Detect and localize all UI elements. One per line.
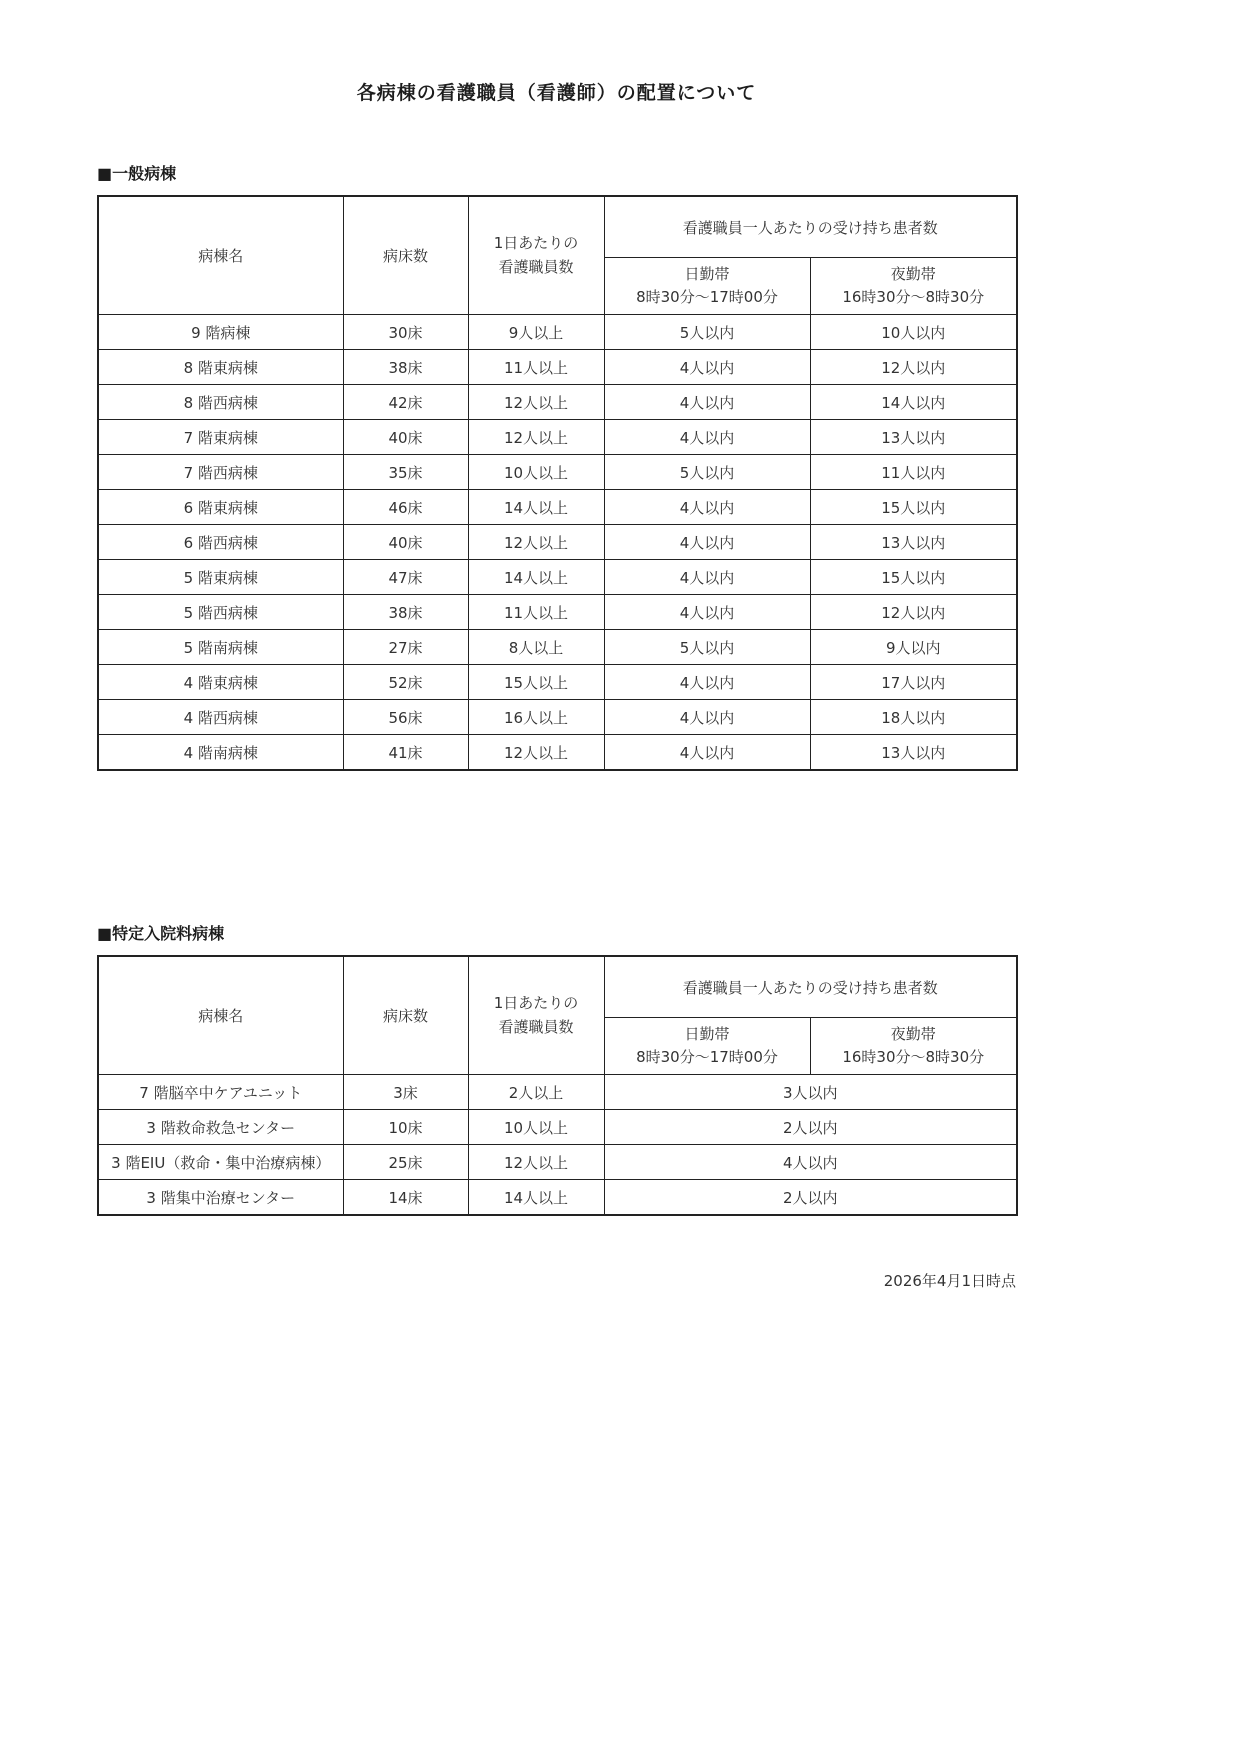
day-shift-cell: 4人以内 xyxy=(604,735,810,771)
bed-count-cell: 56床 xyxy=(343,700,468,735)
bed-count-cell: 42床 xyxy=(343,385,468,420)
general-table-body xyxy=(98,315,1017,771)
header-line: 看護職員数 xyxy=(498,257,574,276)
col-header-patients-per-nurse: 看護職員一人あたりの受け持ち患者数 xyxy=(604,196,1017,258)
table-row xyxy=(98,665,1017,700)
table-row xyxy=(98,630,1017,665)
staff-count-cell: 16人以上 xyxy=(468,700,604,735)
header-line: 看護職員数 xyxy=(498,1017,574,1036)
ward-name-cell: 5 階南病棟 xyxy=(98,630,343,665)
section-heading-general: ■一般病棟 xyxy=(97,164,177,183)
document-content xyxy=(97,0,1016,1291)
bed-count-cell: 27床 xyxy=(343,630,468,665)
header-line: 16時30分～8時30分 xyxy=(842,288,985,306)
general-table-header xyxy=(98,196,1017,315)
ward-name-cell: 7 階西病棟 xyxy=(98,455,343,490)
header-line: 1日あたりの xyxy=(493,994,579,1013)
table-row xyxy=(98,735,1017,771)
table-row xyxy=(98,525,1017,560)
night-shift-cell: 12人以内 xyxy=(810,350,1017,385)
specific-table-body xyxy=(98,1075,1017,1216)
staff-count-cell: 11人以上 xyxy=(468,595,604,630)
bed-count-cell: 46床 xyxy=(343,490,468,525)
col-header-bed-count: 病床数 xyxy=(343,196,468,315)
general-ward-table xyxy=(97,195,1018,771)
col-header-day-shift xyxy=(604,258,810,315)
night-shift-cell: 14人以内 xyxy=(810,385,1017,420)
day-shift-cell: 4人以内 xyxy=(604,560,810,595)
staff-count-cell: 12人以上 xyxy=(468,420,604,455)
patients-cell-merged: 3人以内 xyxy=(604,1075,1017,1110)
ward-name-cell: 6 階東病棟 xyxy=(98,490,343,525)
staff-count-cell: 12人以上 xyxy=(468,385,604,420)
header-row-top xyxy=(98,956,1017,1018)
ward-name-cell: 3 階救命救急センター xyxy=(98,1110,343,1145)
staff-count-cell: 2人以上 xyxy=(468,1075,604,1110)
ward-name-cell: 9 階病棟 xyxy=(98,315,343,350)
staff-count-cell: 14人以上 xyxy=(468,490,604,525)
document-title: 各病棟の看護職員（看護師）の配置について xyxy=(356,82,757,104)
bed-count-cell: 25床 xyxy=(343,1145,468,1180)
specific-ward-table xyxy=(97,955,1018,1216)
table-row xyxy=(98,1110,1017,1145)
header-line: 8時30分～17時00分 xyxy=(636,288,778,306)
header-line: 夜勤帯 xyxy=(890,264,936,283)
night-shift-cell: 9人以内 xyxy=(810,630,1017,665)
section-heading-specific: ■特定入院料病棟 xyxy=(97,924,225,943)
night-shift-cell: 15人以内 xyxy=(810,490,1017,525)
col-header-night-shift xyxy=(810,1018,1017,1075)
staff-count-cell: 15人以上 xyxy=(468,665,604,700)
col-header-ward-name: 病棟名 xyxy=(98,956,343,1075)
bed-count-cell: 40床 xyxy=(343,420,468,455)
table-row xyxy=(98,1075,1017,1110)
header-line: 16時30分～8時30分 xyxy=(842,1048,985,1066)
header-line: 日勤帯 xyxy=(684,264,730,283)
as-of-date: 2026年4月1日時点 xyxy=(883,1272,1016,1290)
table-row xyxy=(98,1180,1017,1216)
bed-count-cell: 30床 xyxy=(343,315,468,350)
ward-name-cell: 5 階東病棟 xyxy=(98,560,343,595)
staff-count-cell: 9人以上 xyxy=(468,315,604,350)
specific-table-header xyxy=(98,956,1017,1075)
day-shift-cell: 5人以内 xyxy=(604,455,810,490)
day-shift-cell: 5人以内 xyxy=(604,315,810,350)
table-row xyxy=(98,700,1017,735)
day-shift-cell: 4人以内 xyxy=(604,665,810,700)
ward-name-cell: 8 階東病棟 xyxy=(98,350,343,385)
col-header-night-shift xyxy=(810,258,1017,315)
ward-name-cell: 3 階EIU（救命・集中治療病棟） xyxy=(98,1145,343,1180)
col-header-day-shift xyxy=(604,1018,810,1075)
col-header-patients-per-nurse: 看護職員一人あたりの受け持ち患者数 xyxy=(604,956,1017,1018)
bed-count-cell: 3床 xyxy=(343,1075,468,1110)
col-header-staff-per-day xyxy=(468,196,604,315)
day-shift-cell: 4人以内 xyxy=(604,595,810,630)
night-shift-cell: 13人以内 xyxy=(810,420,1017,455)
day-shift-cell: 4人以内 xyxy=(604,700,810,735)
table-row xyxy=(98,490,1017,525)
bed-count-cell: 38床 xyxy=(343,595,468,630)
col-header-bed-count: 病床数 xyxy=(343,956,468,1075)
day-shift-cell: 4人以内 xyxy=(604,490,810,525)
night-shift-cell: 18人以内 xyxy=(810,700,1017,735)
bed-count-cell: 35床 xyxy=(343,455,468,490)
ward-name-cell: 6 階西病棟 xyxy=(98,525,343,560)
bed-count-cell: 10床 xyxy=(343,1110,468,1145)
staff-count-cell: 10人以上 xyxy=(468,455,604,490)
header-line: 1日あたりの xyxy=(493,234,579,253)
ward-name-cell: 7 階脳卒中ケアユニット xyxy=(98,1075,343,1110)
night-shift-cell: 12人以内 xyxy=(810,595,1017,630)
night-shift-cell: 10人以内 xyxy=(810,315,1017,350)
staff-count-cell: 14人以上 xyxy=(468,560,604,595)
staff-count-cell: 12人以上 xyxy=(468,735,604,771)
ward-name-cell: 5 階西病棟 xyxy=(98,595,343,630)
patients-cell-merged: 4人以内 xyxy=(604,1145,1017,1180)
header-line: 夜勤帯 xyxy=(890,1024,936,1043)
night-shift-cell: 15人以内 xyxy=(810,560,1017,595)
night-shift-cell: 17人以内 xyxy=(810,665,1017,700)
table-row xyxy=(98,1145,1017,1180)
ward-name-cell: 4 階東病棟 xyxy=(98,665,343,700)
bed-count-cell: 38床 xyxy=(343,350,468,385)
staff-count-cell: 12人以上 xyxy=(468,525,604,560)
night-shift-cell: 13人以内 xyxy=(810,735,1017,771)
col-header-staff-per-day xyxy=(468,956,604,1075)
bed-count-cell: 14床 xyxy=(343,1180,468,1216)
header-row-top xyxy=(98,196,1017,258)
ward-name-cell: 4 階南病棟 xyxy=(98,735,343,771)
day-shift-cell: 4人以内 xyxy=(604,385,810,420)
header-line: 8時30分～17時00分 xyxy=(636,1048,778,1066)
bed-count-cell: 47床 xyxy=(343,560,468,595)
day-shift-cell: 5人以内 xyxy=(604,630,810,665)
ward-name-cell: 8 階西病棟 xyxy=(98,385,343,420)
patients-cell-merged: 2人以内 xyxy=(604,1110,1017,1145)
col-header-ward-name: 病棟名 xyxy=(98,196,343,315)
table-row xyxy=(98,420,1017,455)
table-row xyxy=(98,315,1017,350)
table-row xyxy=(98,385,1017,420)
day-shift-cell: 4人以内 xyxy=(604,420,810,455)
patients-cell-merged: 2人以内 xyxy=(604,1180,1017,1216)
header-line: 日勤帯 xyxy=(684,1024,730,1043)
night-shift-cell: 13人以内 xyxy=(810,525,1017,560)
ward-name-cell: 3 階集中治療センター xyxy=(98,1180,343,1216)
staff-count-cell: 12人以上 xyxy=(468,1145,604,1180)
bed-count-cell: 40床 xyxy=(343,525,468,560)
staff-count-cell: 10人以上 xyxy=(468,1110,604,1145)
staff-count-cell: 11人以上 xyxy=(468,350,604,385)
ward-name-cell: 7 階東病棟 xyxy=(98,420,343,455)
staff-count-cell: 8人以上 xyxy=(468,630,604,665)
bed-count-cell: 41床 xyxy=(343,735,468,771)
table-row xyxy=(98,455,1017,490)
bed-count-cell: 52床 xyxy=(343,665,468,700)
night-shift-cell: 11人以内 xyxy=(810,455,1017,490)
day-shift-cell: 4人以内 xyxy=(604,525,810,560)
ward-name-cell: 4 階西病棟 xyxy=(98,700,343,735)
table-row xyxy=(98,595,1017,630)
staff-count-cell: 14人以上 xyxy=(468,1180,604,1216)
day-shift-cell: 4人以内 xyxy=(604,350,810,385)
table-row xyxy=(98,560,1017,595)
table-row xyxy=(98,350,1017,385)
